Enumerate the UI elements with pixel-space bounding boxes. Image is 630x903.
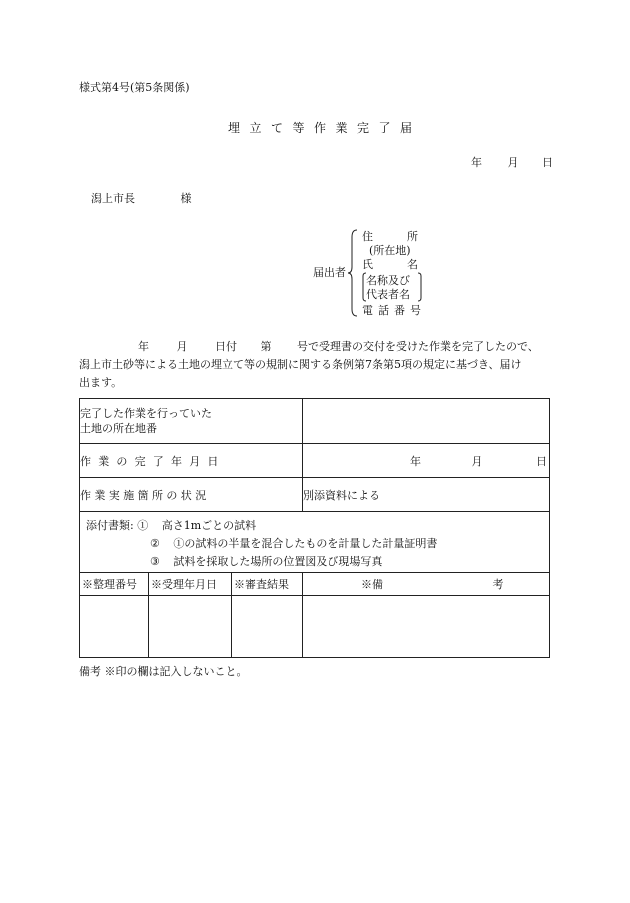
site-status-value: 別添資料による (303, 488, 381, 502)
applicant-label: 届出者 (313, 266, 346, 279)
location-value-cell[interactable] (303, 399, 550, 444)
office-header-cell: ※審査結果 (232, 573, 303, 596)
body-line-2: 潟上市土砂等による土地の埋立て等の規制に関する条例第7条第5項の規定に基づき、届け (79, 358, 522, 371)
body-day-ref: 日付 (215, 340, 237, 353)
applicant-address-sub: (所在地) (369, 244, 411, 257)
completion-month: 月 (471, 454, 483, 468)
table-row (80, 478, 550, 512)
body-line-3: 出ます。 (79, 376, 123, 389)
body-no: 第 (260, 340, 272, 353)
location-label-cell (80, 399, 303, 444)
attachment-mark: ③ (150, 555, 160, 568)
applicant-name-sub2: 代表者名 (366, 288, 410, 301)
attachments-cell (80, 512, 550, 573)
attachment-item (86, 553, 549, 571)
office-value-cell[interactable] (149, 596, 232, 658)
completion-date-label-cell (80, 444, 303, 478)
table-row (80, 399, 550, 444)
date-year: 年 (471, 156, 482, 169)
office-value-cell[interactable] (303, 596, 550, 658)
addressee-honorific: 様 (180, 192, 192, 205)
completion-day: 日 (536, 454, 548, 468)
brace-icon (348, 229, 358, 317)
office-header-cell: ※受理年月日 (149, 573, 232, 596)
table-row (80, 512, 550, 573)
site-status-value-cell[interactable] (303, 478, 550, 512)
form-number: 様式第4号(第5条関係) (79, 81, 190, 94)
applicant-name: 氏名 (362, 258, 452, 271)
applicant-address-text: 住所 (362, 230, 452, 243)
attachment-mark: ① (137, 519, 149, 532)
date-line (471, 157, 553, 168)
completion-form-table (79, 398, 550, 658)
date-month: 月 (507, 156, 519, 169)
addressee-name: 潟上市長 (91, 192, 135, 205)
table-row (80, 596, 550, 658)
footnote: 備考 ※印の欄は記入しないこと。 (79, 665, 248, 678)
applicant-address (362, 230, 452, 243)
table-row (80, 444, 550, 478)
office-value-cell[interactable] (80, 596, 149, 658)
attachments-label: 添付書類: (86, 519, 134, 532)
office-header-cell (303, 573, 550, 596)
date-day: 日 (542, 156, 553, 169)
attachment-text: 高さ1mごとの試料 (161, 519, 257, 532)
office-value-cell[interactable] (232, 596, 303, 658)
addressee (91, 193, 192, 204)
applicant-phone: 電話番号 (362, 304, 426, 317)
completion-date-label: 作業の完了年月日 (80, 454, 226, 468)
attachment-item (86, 517, 549, 535)
completion-date-value-cell[interactable] (303, 444, 550, 478)
location-label-2: 土地の所在地番 (80, 422, 157, 435)
table-row (80, 573, 550, 596)
attachment-mark: ② (150, 537, 160, 550)
completion-year: 年 (410, 454, 422, 468)
remarks-header-1: ※備 (361, 578, 384, 591)
body-year: 年 (138, 340, 149, 353)
location-label-1: 完了した作業を行っていた (80, 407, 212, 420)
site-status-label: 作業実施箇所の状況 (80, 488, 210, 502)
document-title: 埋立て等作業完了届 (228, 121, 422, 135)
attachment-text: ①の試料の半量を混合したものを計量した計量証明書 (173, 537, 438, 550)
remarks-header-2: 考 (492, 578, 504, 591)
attachment-text: 試料を採取した場所の位置図及び現場写真 (173, 555, 383, 568)
site-status-label-cell (80, 478, 303, 512)
body-month: 月 (176, 340, 188, 353)
body-line-1 (138, 341, 539, 352)
applicant-name-sub1: 名称及び (366, 274, 410, 287)
attachment-item (86, 535, 549, 553)
body-text-1: 号で受理書の交付を受けた作業を完了したので、 (297, 340, 539, 353)
office-header-cell: ※整理番号 (80, 573, 149, 596)
